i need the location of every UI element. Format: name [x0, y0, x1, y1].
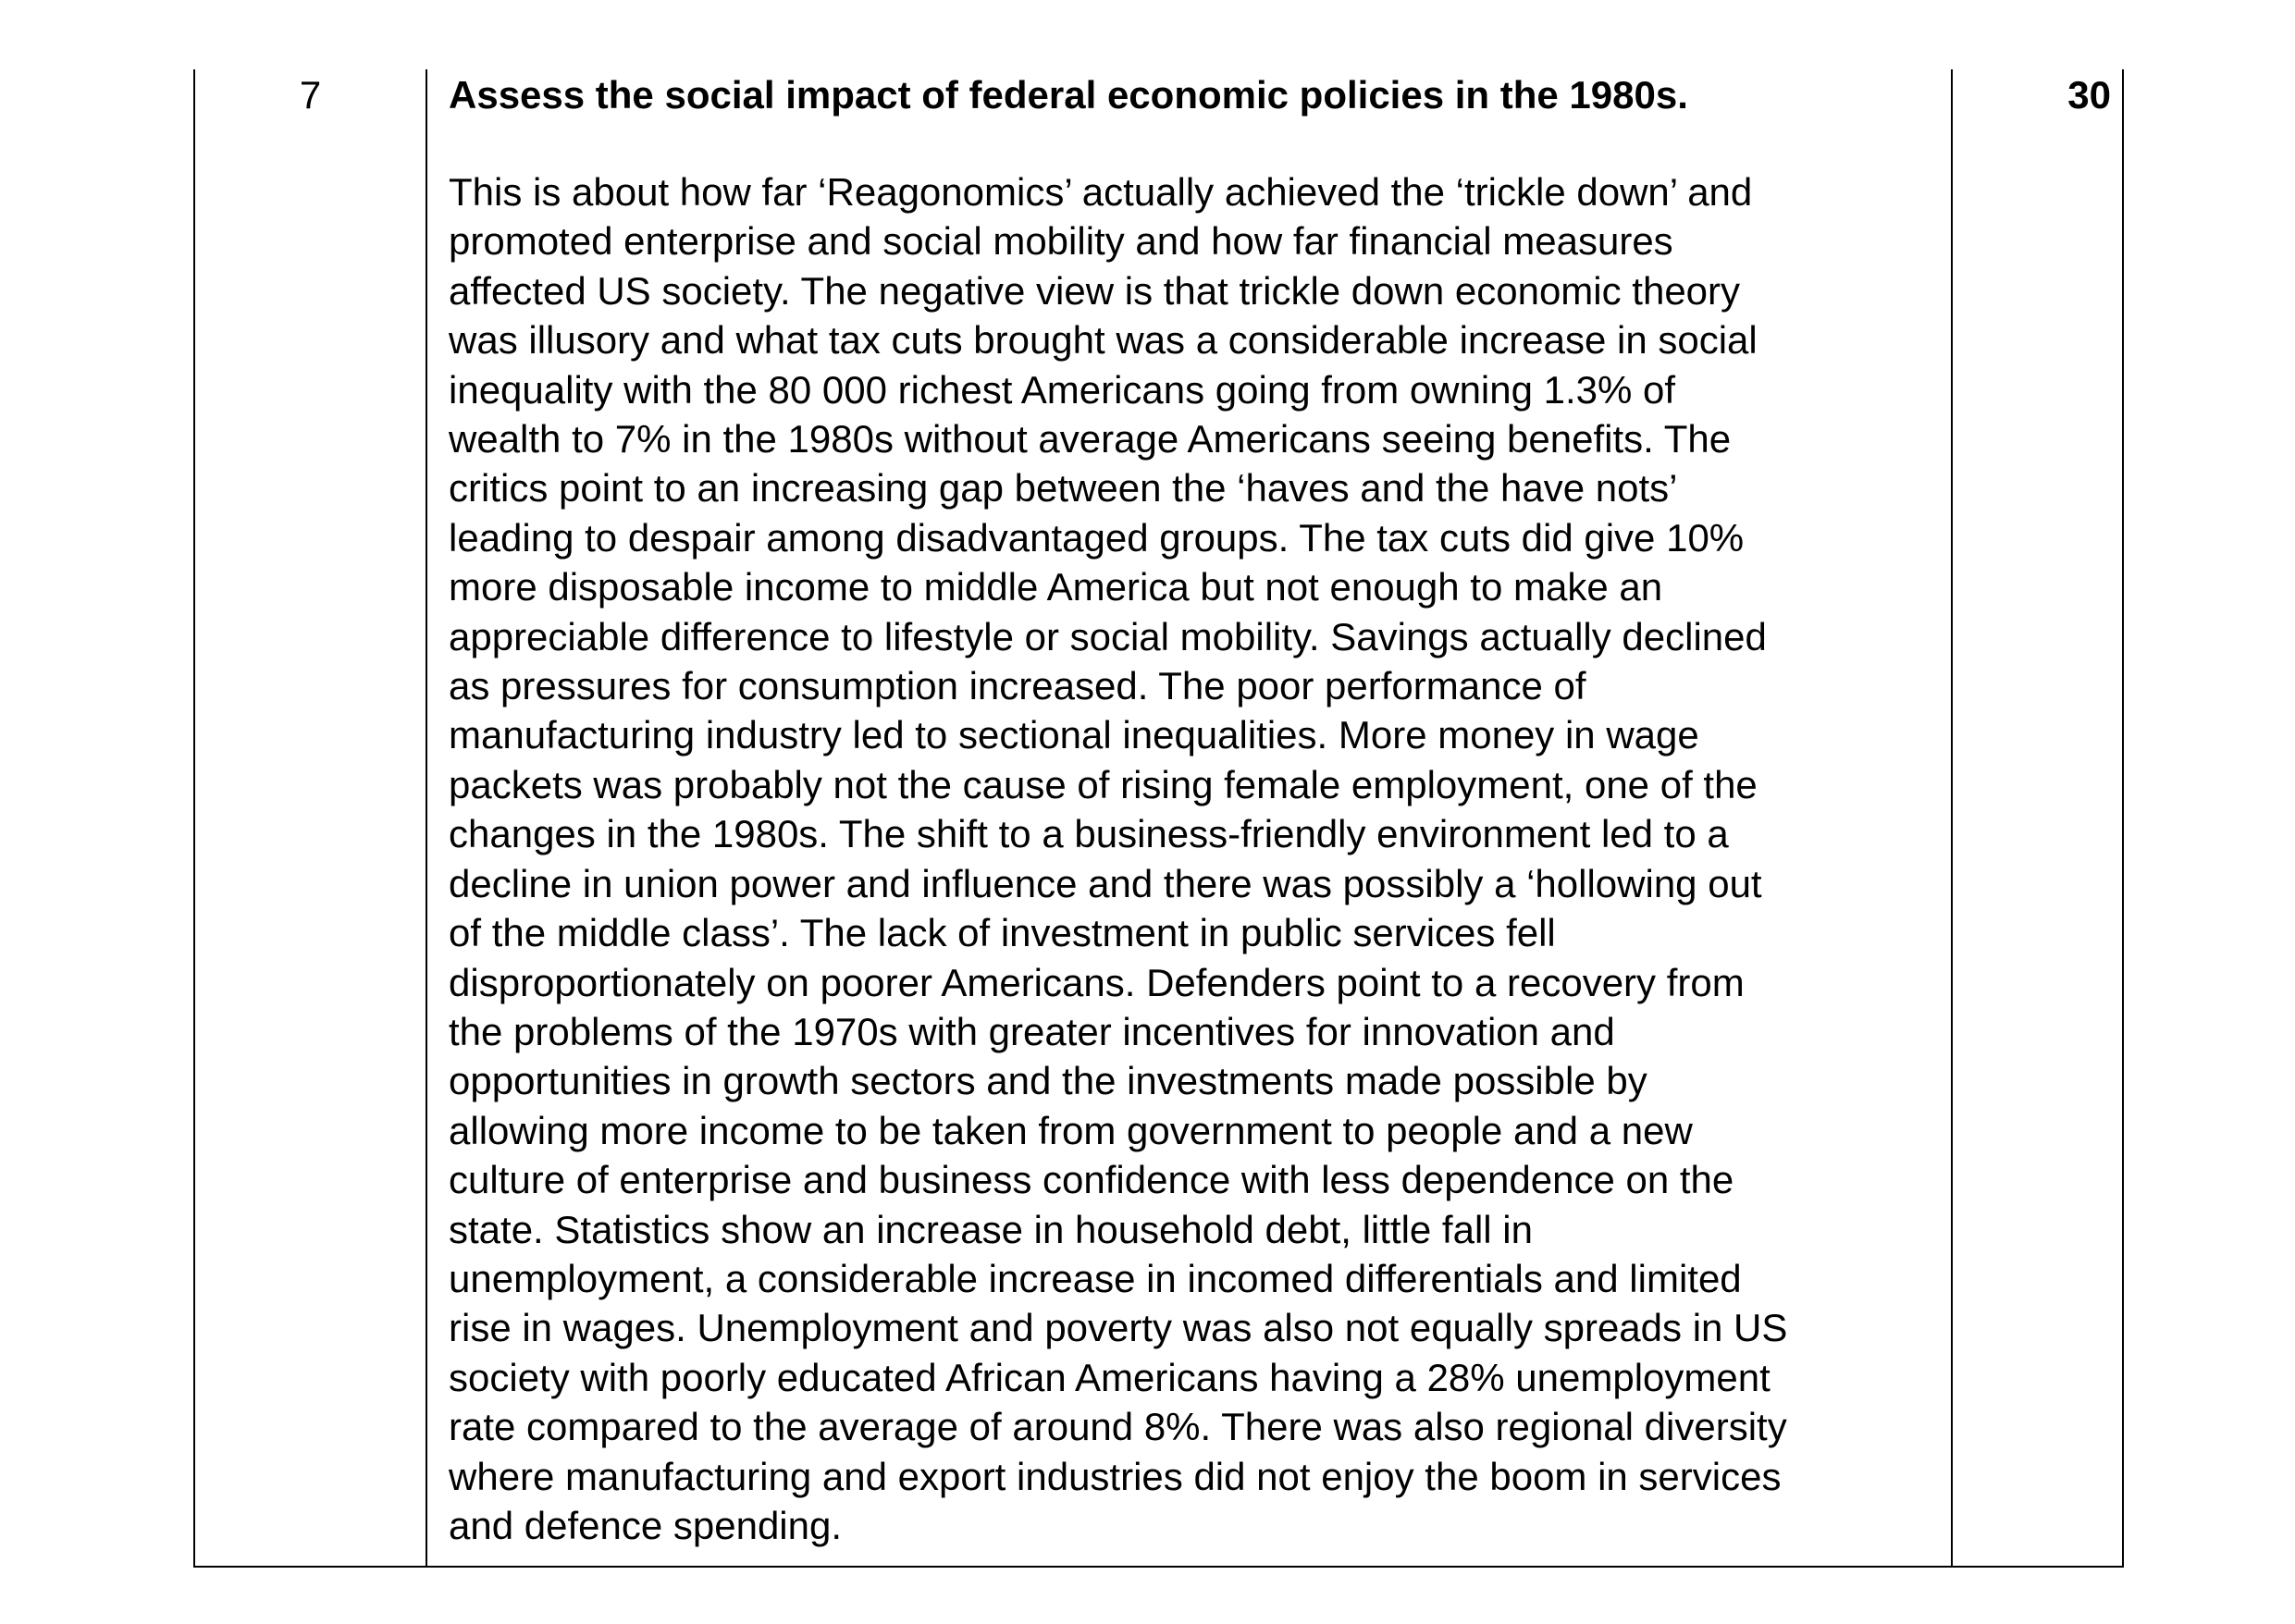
answer-line: more disposable income to middle America but not enough to make an — [449, 565, 1663, 609]
column-divider — [426, 69, 427, 1566]
answer-line: decline in union power and influence and there was possibly a ‘hollowing out — [449, 861, 1762, 905]
answer-line: unemployment, a considerable increase in incomed differentials and limited — [449, 1256, 1742, 1300]
mark-scheme-table — [193, 69, 2124, 1568]
answer-line: society with poorly educated African Americans having a 28% unemployment — [449, 1355, 1771, 1399]
answer-line: as pressures for consumption increased. The poor performance of — [449, 664, 1586, 708]
question-marks: 30 — [2067, 73, 2111, 117]
answer-line: inequality with the 80 000 richest Americans going from owning 1.3% of — [449, 367, 1676, 412]
answer-line: the problems of the 1970s with greater incentives for innovation and — [449, 1009, 1615, 1053]
answer-line: affected US society. The negative view is that trickle down economic theory — [449, 268, 1741, 313]
answer-line: changes in the 1980s. The shift to a business-friendly environment led to a — [449, 812, 1729, 856]
answer-line: was illusory and what tax cuts brought was a considerable increase in social — [449, 318, 1758, 363]
column-divider — [1951, 69, 1953, 1566]
answer-line: appreciable difference to lifestyle or social mobility. Savings actually declined — [449, 614, 1767, 658]
question-number: 7 — [299, 73, 322, 117]
answer-line: critics point to an increasing gap between the ‘haves and the have nots’ — [449, 466, 1678, 511]
answer-line: allowing more income to be taken from government to people and a new — [449, 1108, 1693, 1152]
answer-line: state. Statistics show an increase in household debt, little fall in — [449, 1207, 1533, 1251]
answer-line: packets was probably not the cause of rising female employment, one of the — [449, 762, 1758, 806]
answer-line: This is about how far ‘Reagonomics’ actually achieved the ‘trickle down’ and — [449, 170, 1753, 214]
answer-line: where manufacturing and export industries did not enjoy the boom in services — [449, 1454, 1782, 1498]
answer-line: wealth to 7% in the 1980s without average Americans seeing benefits. The — [449, 417, 1732, 461]
answer-line: rate compared to the average of around 8%. There was also regional diversity — [449, 1405, 1787, 1449]
question-content — [449, 71, 1947, 1550]
answer-line: promoted enterprise and social mobility and how far financial measures — [449, 219, 1673, 264]
question-title: Assess the social impact of federal economic policies in the 1980s. — [449, 73, 1688, 117]
answer-line: opportunities in growth sectors and the investments made possible by — [449, 1059, 1647, 1103]
answer-line: culture of enterprise and business confidence with less dependence on the — [449, 1158, 1734, 1202]
answer-line: rise in wages. Unemployment and poverty was also not equally spreads in US — [449, 1306, 1788, 1350]
answer-line: and defence spending. — [449, 1503, 843, 1547]
answer-line: manufacturing industry led to sectional inequalities. More money in wage — [449, 713, 1699, 757]
answer-line: disproportionately on poorer Americans. Defenders point to a recovery from — [449, 960, 1745, 1004]
answer-line: leading to despair among disadvantaged groups. The tax cuts did give 10% — [449, 515, 1745, 560]
answer-guidance — [449, 167, 1947, 1550]
answer-line: of the middle class’. The lack of investment in public services fell — [449, 911, 1556, 955]
